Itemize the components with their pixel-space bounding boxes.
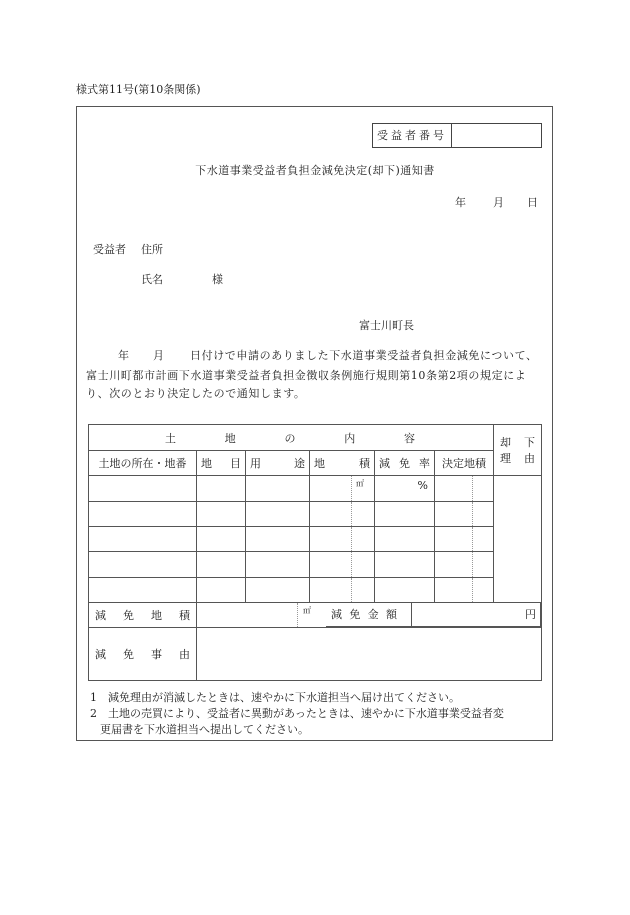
header-char: 土: [165, 431, 176, 445]
use-cell[interactable]: [246, 502, 310, 527]
land-category-cell[interactable]: [197, 502, 246, 527]
reduction-reason-label: 減 免 事 由: [89, 628, 197, 681]
beneficiary-number-field[interactable]: [452, 124, 541, 147]
location-cell[interactable]: [89, 527, 197, 552]
header-char: 下: [524, 436, 535, 449]
beneficiary-number-label: 受益者番号: [373, 124, 452, 147]
reject-reason-header: [494, 425, 542, 476]
honorific: 様: [212, 273, 223, 286]
table-row: [89, 552, 542, 578]
header-char: 地: [224, 431, 236, 445]
rate-unit: %: [417, 479, 428, 492]
address-label: 住所: [141, 243, 163, 256]
reduced-area-label: 減 免 地 積: [89, 603, 197, 628]
date-day: 日: [527, 196, 538, 209]
issuer: 富士川町長: [359, 319, 414, 332]
note-1: 1 減免理由が消滅したときは、速やかに下水道担当へ届け出てください。: [90, 691, 460, 704]
table-row: [89, 502, 542, 527]
body-text-2: 富士川町都市計画下水道事業受益者負担金徴収条例施行規則第10条第2項の規定により、次のとおり決定したので通知します。: [86, 369, 527, 400]
location-header: 土地の所在・地番: [89, 451, 197, 476]
rate-cell[interactable]: [375, 552, 435, 578]
decided-area-cell[interactable]: [435, 476, 494, 502]
reduction-reason-field[interactable]: [197, 628, 542, 681]
note-2: 2 土地の売買により、受益者に異動があったときは、速やかに下水道事業受益者変: [90, 707, 504, 720]
decided-area-cell[interactable]: [435, 552, 494, 578]
rate-cell[interactable]: [375, 578, 435, 603]
use-cell[interactable]: [246, 552, 310, 578]
area-cell[interactable]: [310, 578, 375, 603]
reduced-area-unit: ㎡: [303, 606, 311, 615]
use-cell[interactable]: [246, 476, 310, 502]
land-category-cell[interactable]: [197, 578, 246, 603]
header-char: 由: [524, 452, 535, 465]
decided-area-cell[interactable]: [435, 502, 494, 527]
body-text-1: 日付けで申請のありました下水道事業受益者負担金減免について、: [190, 349, 538, 362]
beneficiary-number-box: [372, 123, 542, 148]
amount-unit: 円: [525, 608, 536, 621]
notes: [90, 690, 504, 738]
area-cell[interactable]: [310, 502, 375, 527]
reduction-rate-header: 減 免 率: [375, 451, 435, 476]
reduced-amount-field[interactable]: [411, 603, 541, 626]
use-cell[interactable]: [246, 527, 310, 552]
rate-cell[interactable]: [375, 502, 435, 527]
table-row: [89, 476, 542, 502]
date-month: 月: [493, 196, 504, 209]
land-details-table: [88, 424, 542, 681]
decided-area-cell[interactable]: [435, 527, 494, 552]
note-2-continued: 更届書を下水道担当へ提出してください。: [100, 723, 309, 736]
decided-area-cell[interactable]: [435, 578, 494, 603]
header-char: 容: [404, 431, 415, 445]
land-category-header: 地 目: [197, 451, 246, 476]
reduced-amount-label: 減 免 金 額: [331, 608, 397, 621]
use-header: 用 途: [246, 451, 310, 476]
area-cell[interactable]: [310, 552, 375, 578]
rate-cell[interactable]: [375, 527, 435, 552]
header-char: 内: [344, 431, 356, 445]
land-category-cell[interactable]: [197, 527, 246, 552]
land-category-cell[interactable]: [197, 476, 246, 502]
land-category-cell[interactable]: [197, 552, 246, 578]
area-unit: ㎡: [356, 479, 364, 488]
area-cell[interactable]: [310, 476, 375, 502]
header-char: 却: [500, 436, 511, 449]
beneficiary-label: 受益者: [93, 243, 126, 256]
reject-reason-cell[interactable]: [494, 476, 542, 603]
area-cell[interactable]: [310, 527, 375, 552]
form-number-label: 様式第11号(第10条関係): [76, 83, 201, 96]
table-row: [89, 578, 542, 603]
table-row: [89, 527, 542, 552]
date-year: 年: [455, 196, 466, 209]
document-title: 下水道事業受益者負担金減免決定(却下)通知書: [195, 164, 435, 177]
body-month: 月: [153, 349, 164, 362]
header-char: 理: [500, 452, 511, 465]
rate-cell[interactable]: [375, 476, 435, 502]
name-label: 氏名: [141, 273, 163, 286]
use-cell[interactable]: [246, 578, 310, 603]
decided-area-header: 決定地積: [435, 451, 494, 476]
body-year: 年: [118, 349, 129, 362]
location-cell[interactable]: [89, 578, 197, 603]
land-contents-header: [89, 425, 494, 451]
location-cell[interactable]: [89, 476, 197, 502]
area-header: 地 積: [310, 451, 375, 476]
reduced-amount-row: [326, 602, 541, 627]
location-cell[interactable]: [89, 502, 197, 527]
header-char: の: [284, 431, 296, 445]
location-cell[interactable]: [89, 552, 197, 578]
